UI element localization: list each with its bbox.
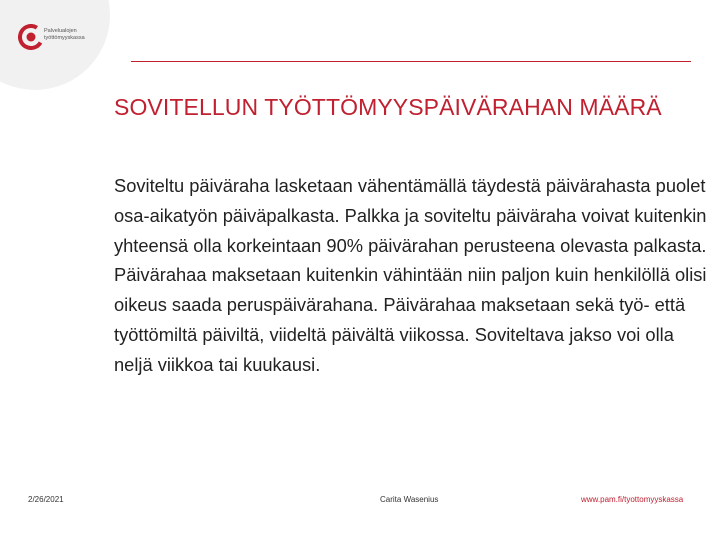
logo-text: [44, 28, 85, 41]
slide-body-text: Soviteltu päiväraha lasketaan vähentämällä täydestä päivärahasta puolet osa-aikatyön päiväpalkasta. Palkka ja soviteltu päiväraha voivat kuitenkin yhteensä olla korkeintaan 90% päivärahan perusteena olevasta palkasta. Päivärahaa maksetaan kuitenkin vähintään niin paljon kuin henkilöllä olisi oikeus saada peruspäivärahana. Päivärahaa maksetaan sekä työ- että työttömiltä päiviltä, viideltä päivältä viikossa. Soviteltava jakso voi olla neljä viikkoa tai kuukausi.: [114, 175, 707, 375]
logo-line-2: työttömyyskassa: [44, 34, 85, 41]
footer-url-link[interactable]: www.pam.fi/tyottomyyskassa: [581, 495, 684, 504]
circle-logo-icon: [18, 24, 44, 50]
title-divider: [131, 61, 691, 62]
slide-title: SOVITELLUN TYÖTTÖMYYSPÄIVÄRAHAN MÄÄRÄ: [114, 94, 662, 120]
logo-line-1: Palvelualojen: [44, 28, 77, 34]
footer-author: Carita Wasenius: [380, 495, 439, 504]
footer-date: 2/26/2021: [28, 495, 64, 504]
logo: [18, 24, 108, 64]
